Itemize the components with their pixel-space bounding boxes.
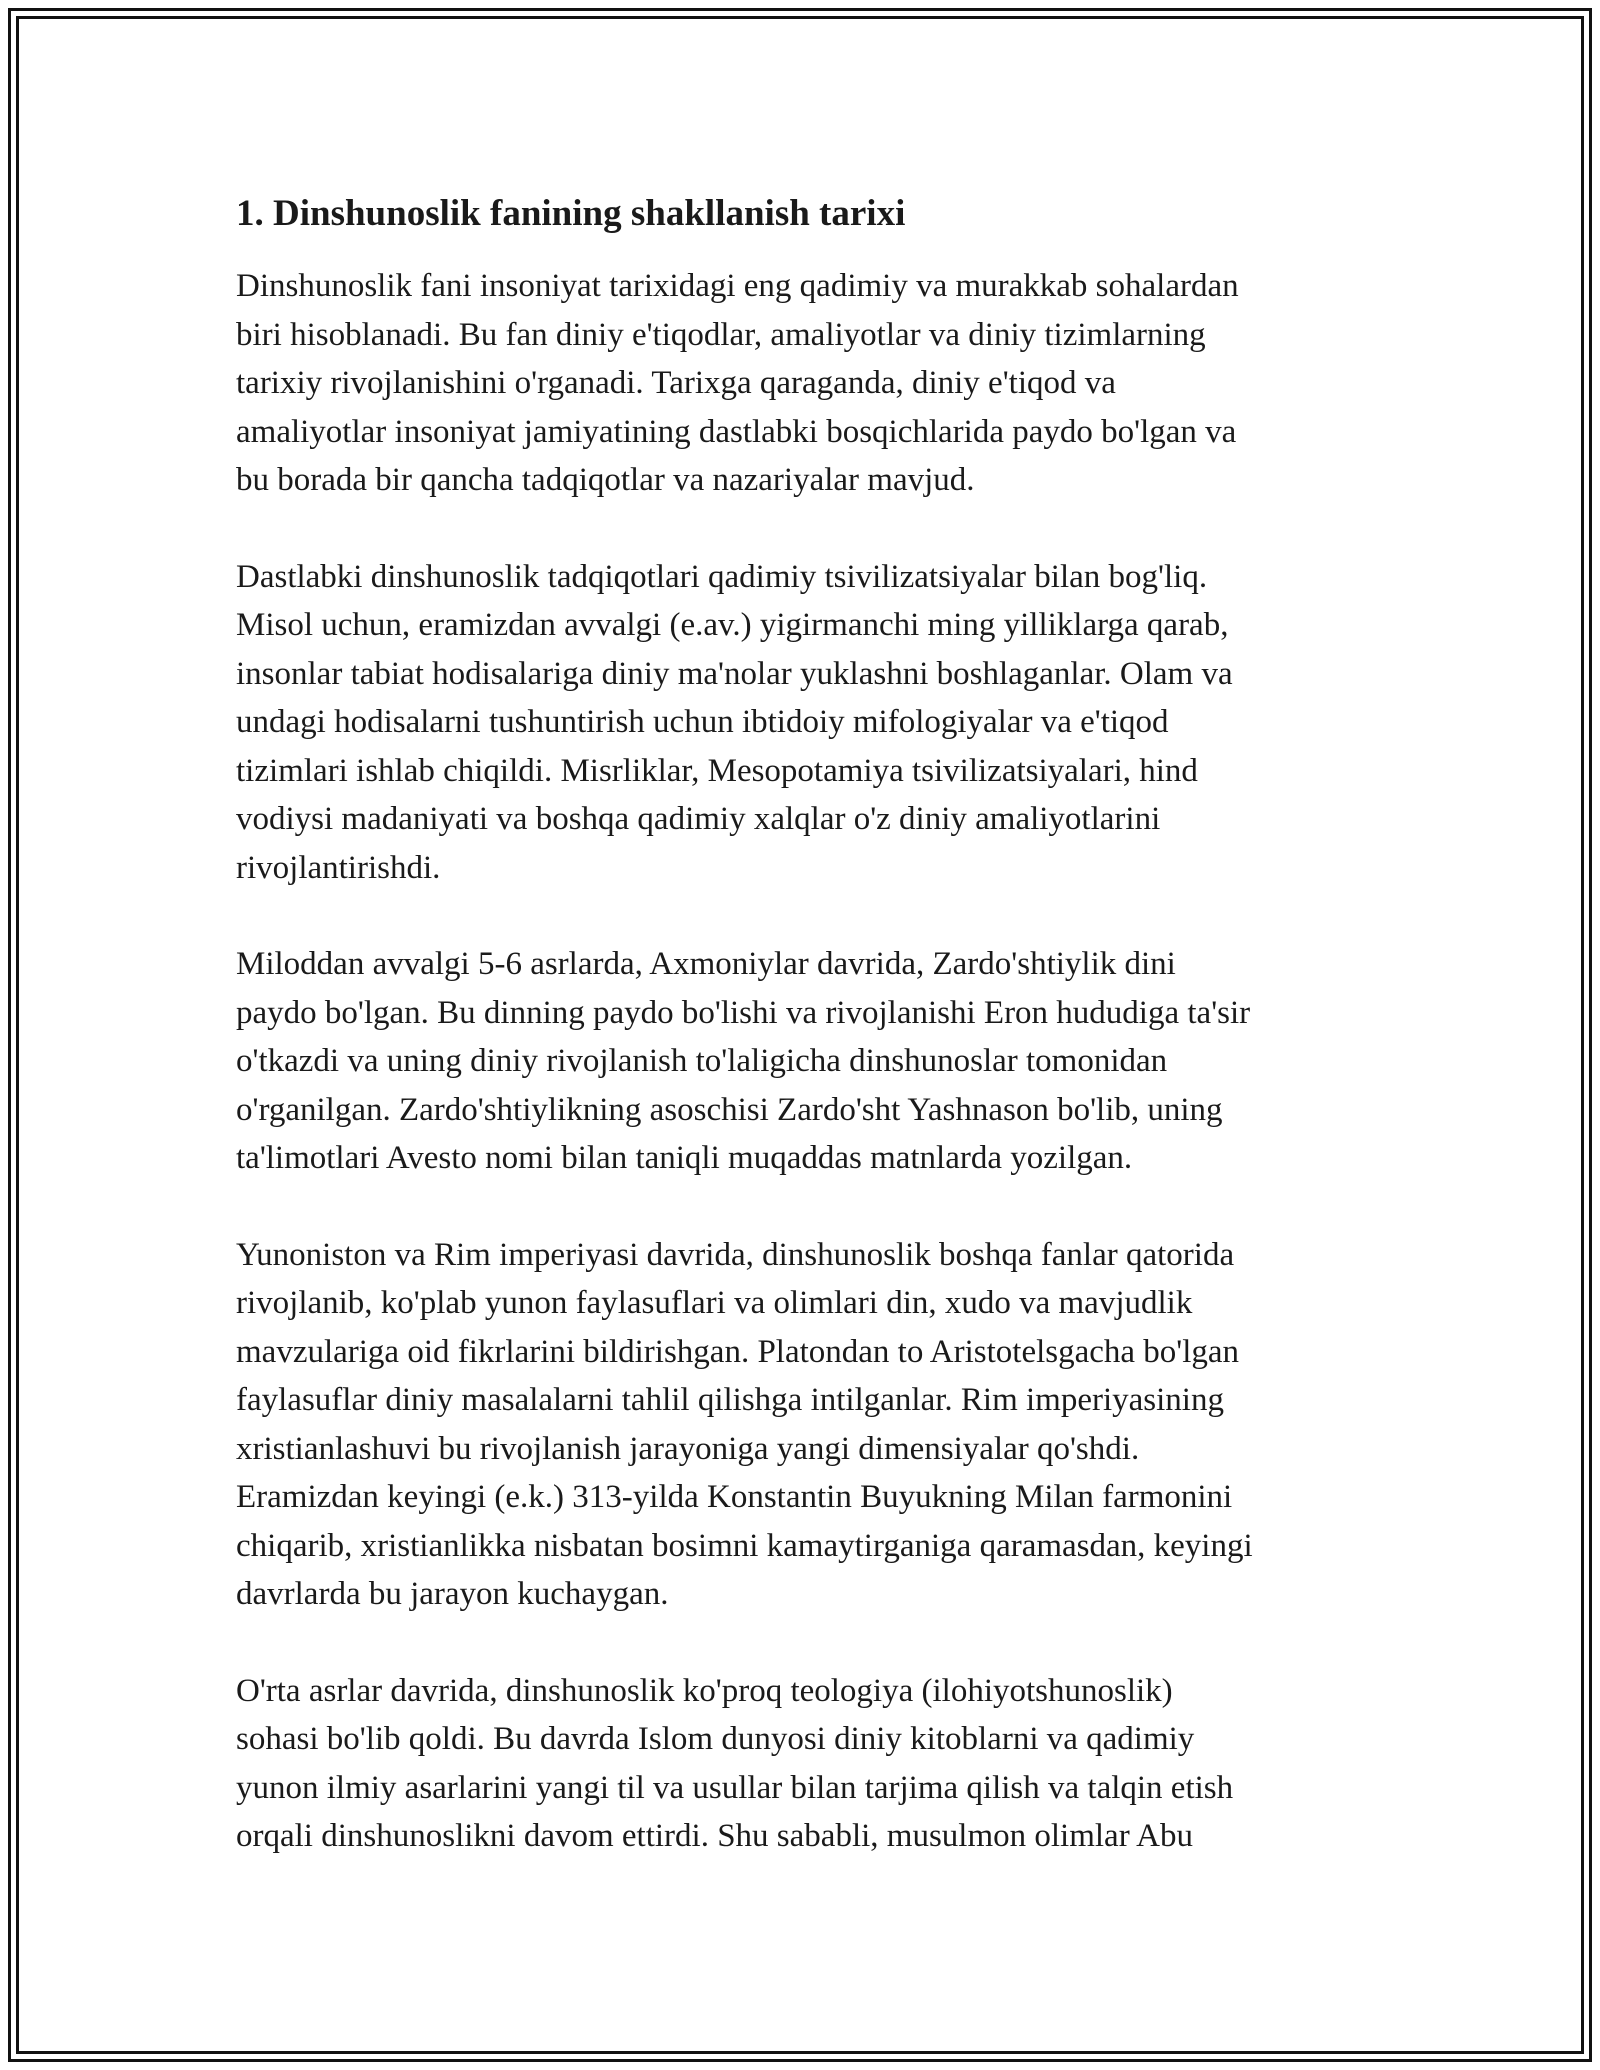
text-line: mavzulariga oid fikrlarini bildirishgan. Platondan to Aristotelsgacha bo'lgan [236,1333,1240,1370]
document-body [236,186,1366,1909]
text-line: ta'limotlari Avesto nomi bilan taniqli muqaddas matnlarda yozilgan. [236,1140,1133,1176]
text-line: O'rta asrlar davrida, dinshunoslik ko'proq teologiya (ilohiyotshunoslik) [236,1672,1173,1709]
paragraph-greece-rome [236,1231,1366,1619]
text-line: Dinshunoslik fani insoniyat tarixidagi eng qadimiy va murakkab sohalardan [236,268,1239,304]
text-line: vodiysi madaniyati va boshqa qadimiy xalqlar o'z diniy amaliyotlarini [236,801,1161,837]
text-line: faylasuflar diniy masalalarni tahlil qilishga intilganlar. Rim imperiyasining [236,1382,1224,1418]
text-line: rivojlanib, ko'plab yunon faylasuflari va olimlari din, xudo va mavjudlik [236,1285,1193,1321]
paragraph-ancient-civilizations [236,553,1366,893]
text-line: tizimlari ishlab chiqildi. Misrliklar, Mesopotamiya tsivilizatsiyalari, hind [236,752,1198,789]
text-line: yunon ilmiy asarlarini yangi til va usullar bilan tarjima qilish va talqin etish [236,1769,1234,1806]
text-line: Dastlabki dinshunoslik tadqiqotlari qadimiy tsivilizatsiyalar bilan bog'liq. [236,558,1208,595]
text-line: sohasi bo'lib qoldi. Bu davrda Islom dunyosi diniy kitoblarni va qadimiy [236,1721,1195,1757]
text-line: Misol uchun, eramizdan avvalgi (e.av.) yigirmanchi ming yilliklarga qarab, [236,607,1229,643]
text-line: Yunoniston va Rim imperiyasi davrida, dinshunoslik boshqa fanlar qatorida [236,1236,1235,1273]
text-line: undagi hodisalarni tushuntirish uchun ibtidoiy mifologiyalar va e'tiqod [236,704,1169,740]
text-line: biri hisoblanadi. Bu fan diniy e'tiqodlar, amaliyotlar va diniy tizimlarning [236,316,1206,353]
text-line: Miloddan avvalgi 5-6 asrlarda, Axmoniylar davrida, Zardo'shtiylik dini [236,946,1176,982]
text-line: amaliyotlar insoniyat jamiyatining dastlabki bosqichlarida paydo bo'lgan va [236,413,1237,450]
text-line: rivojlantirishdi. [236,849,441,886]
text-line: orqali dinshunoslikni davom ettirdi. Shu sababli, musulmon olimlar Abu [236,1818,1193,1854]
text-line: chiqarib, xristianlikka nisbatan bosimni kamaytirganiga qaramasdan, keyingi [236,1527,1253,1564]
text-line: Eramizdan keyingi (e.k.) 313-yilda Konstantin Buyukning Milan farmonini [236,1479,1233,1515]
text-line: paydo bo'lgan. Bu dinning paydo bo'lishi va rivojlanishi Eron hududiga ta'sir [236,994,1251,1031]
paragraph-middle-ages [236,1667,1366,1861]
text-line: davrlarda bu jarayon kuchaygan. [236,1576,669,1612]
paragraph-zoroastrianism [236,940,1366,1183]
text-line: o'rganilgan. Zardo'shtiylikning asoschisi Zardo'sht Yashnason bo'lib, uning [236,1091,1223,1128]
text-line: tarixiy rivojlanishini o'rganadi. Tarixga qaraganda, diniy e'tiqod va [236,365,1116,401]
text-line: insonlar tabiat hodisalariga diniy ma'nolar yuklashni boshlaganlar. Olam va [236,655,1233,692]
section-heading: 1. Dinshunoslik fanining shakllanish tarixi [236,193,906,234]
text-line: o'tkazdi va uning diniy rivojlanish to'laligicha dinshunoslar tomonidan [236,1043,1168,1079]
paragraph-origins [236,262,1366,505]
text-line: xristianlashuvi bu rivojlanish jarayoniga yangi dimensiyalar qo'shdi. [236,1430,1140,1467]
text-line: bu borada bir qancha tadqiqotlar va nazariyalar mavjud. [236,462,975,498]
